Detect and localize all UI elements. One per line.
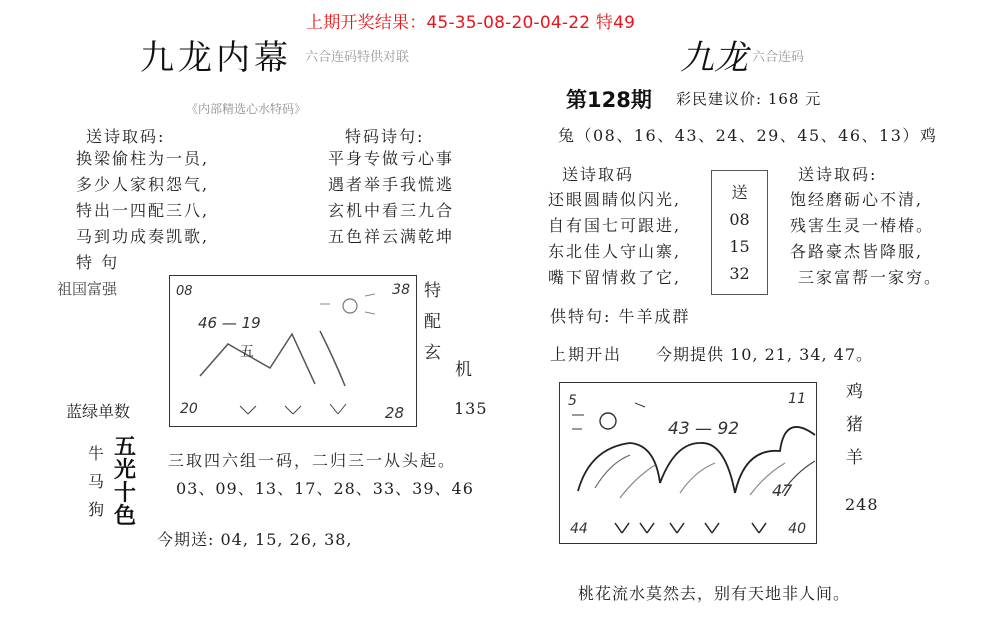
corner-number: 28 [384, 404, 404, 422]
column-char: 十 [114, 480, 137, 506]
column-char: 五 [114, 434, 137, 460]
this-issue-numbers: 今期提供 10, 21, 34, 47。 [656, 345, 874, 364]
left-hint-drawing [169, 275, 417, 427]
corner-number: 08 [176, 284, 193, 299]
send-numbers-box [711, 170, 768, 295]
issue-number: 第128期 [566, 88, 652, 112]
five-colors-column [114, 436, 136, 528]
poem-line: 东北佳人守山寨, [548, 242, 682, 261]
side-text-bottom: 蓝绿单数 [66, 402, 131, 421]
drawing-scribble: 43 — 92 [668, 419, 740, 439]
suggested-price: 彩民建议价: 168 元 [676, 90, 822, 108]
poem-line: 特出一四配三八, [76, 201, 210, 220]
last-draw-banner [306, 8, 635, 33]
poem-line: 残害生灵一椿椿。 [790, 216, 935, 235]
right-hint-drawing [559, 382, 817, 544]
side-char: 特 [424, 281, 441, 301]
corner-number: 11 [788, 391, 806, 407]
poem-line: 玄机中看三九合 [328, 201, 455, 220]
poem-line: 还眼圆睛似闪光, [548, 190, 682, 209]
side-char: 玄 [424, 343, 441, 363]
drawing-number: 47 [772, 481, 793, 500]
drawing-scribble: 46 — 19 [198, 314, 261, 332]
poem-footer: 特 句 [76, 253, 120, 272]
hills-sketch-icon [560, 383, 816, 543]
zodiac-line: 兔（08、16、43、24、29、45、46、13）鸡 [558, 126, 938, 145]
side-char: 机 [455, 360, 472, 380]
right-poem-heading: 送诗取码 [562, 165, 635, 184]
corner-number: 5 [568, 393, 577, 409]
left-poem-heading: 送诗取码: [86, 127, 166, 146]
banner-special: 特49 [595, 13, 636, 33]
left-title: 九龙内幕 [140, 38, 292, 78]
poem-line: 五色祥云满乾坤 [328, 227, 455, 246]
side-char: 羊 [846, 448, 863, 468]
corner-number: 44 [570, 521, 588, 537]
column-char: 色 [114, 503, 137, 529]
poem-line: 平身专做亏心事 [328, 149, 455, 168]
last-issue-label: 上期开出 [550, 345, 623, 364]
zodiac-char: 狗 [88, 500, 105, 519]
corner-number: 38 [392, 282, 410, 298]
poem-line: 自有国七可跟进, [548, 216, 682, 235]
right-poem-left [548, 187, 681, 291]
zodiac-char: 马 [88, 472, 105, 491]
right-poem-right [790, 187, 942, 291]
left-poem [76, 146, 209, 276]
special-poem [328, 146, 454, 250]
send-line: 今期送: 04, 15, 26, 38, [157, 530, 353, 549]
side-char: 猪 [846, 415, 863, 435]
poem-line: 多少人家积怨气, [76, 175, 210, 194]
zodiac-char: 牛 [88, 444, 105, 463]
zodiac-column [88, 440, 104, 524]
drawing-char: 五 [240, 344, 254, 360]
poem-line: 换梁偷柱为一员, [76, 149, 210, 168]
side-char: 配 [424, 312, 441, 332]
right-poem2-heading: 送诗取码: [798, 165, 878, 184]
left-subtitle: 六合连码特供对联 [305, 50, 410, 65]
closing-verse: 桃花流水莫然去，别有天地非人间。 [578, 584, 851, 603]
poem-line: 饱经磨砺心不清, [790, 190, 924, 209]
mountain-sketch-icon [170, 276, 416, 426]
side-chars-right [424, 276, 441, 369]
poem-line: 马到功成奏凯歌, [76, 227, 210, 246]
poem-line: 嘴下留情救了它, [548, 268, 682, 287]
send-number: 08 [729, 210, 750, 229]
corner-number: 40 [788, 521, 806, 537]
special-phrase: 供特句: 牛羊成群 [550, 307, 691, 326]
send-label: 送 [731, 183, 748, 202]
side-number: 248 [845, 495, 879, 514]
corner-number: 20 [180, 401, 198, 417]
banner-label: 上期开奖结果： [306, 13, 427, 33]
send-number: 32 [729, 264, 750, 283]
left-sub-heading: 《内部精选心水特码》 [186, 102, 307, 116]
right-subtitle: 六合连码 [752, 50, 805, 65]
send-number: 15 [729, 237, 750, 256]
poem-line: 三家富帮一家穷。 [798, 268, 943, 287]
rule-line: 三取四六组一码，二归三一从头起。 [168, 451, 457, 470]
side-char: 鸡 [846, 382, 863, 402]
column-char: 光 [114, 457, 137, 483]
numbers-line: 03、09、13、17、28、33、39、46 [176, 479, 474, 498]
banner-numbers: 45-35-08-20-04-22 [426, 13, 591, 33]
side-number: 135 [454, 399, 488, 418]
poem-line: 各路豪杰皆降服, [790, 242, 924, 261]
right-side-chars [846, 376, 863, 475]
special-poem-heading: 特码诗句: [345, 127, 425, 146]
side-text-top: 祖国富强 [57, 280, 118, 298]
poem-line: 遇者举手我慌逃 [328, 175, 455, 194]
right-title: 九龙 [680, 38, 748, 78]
